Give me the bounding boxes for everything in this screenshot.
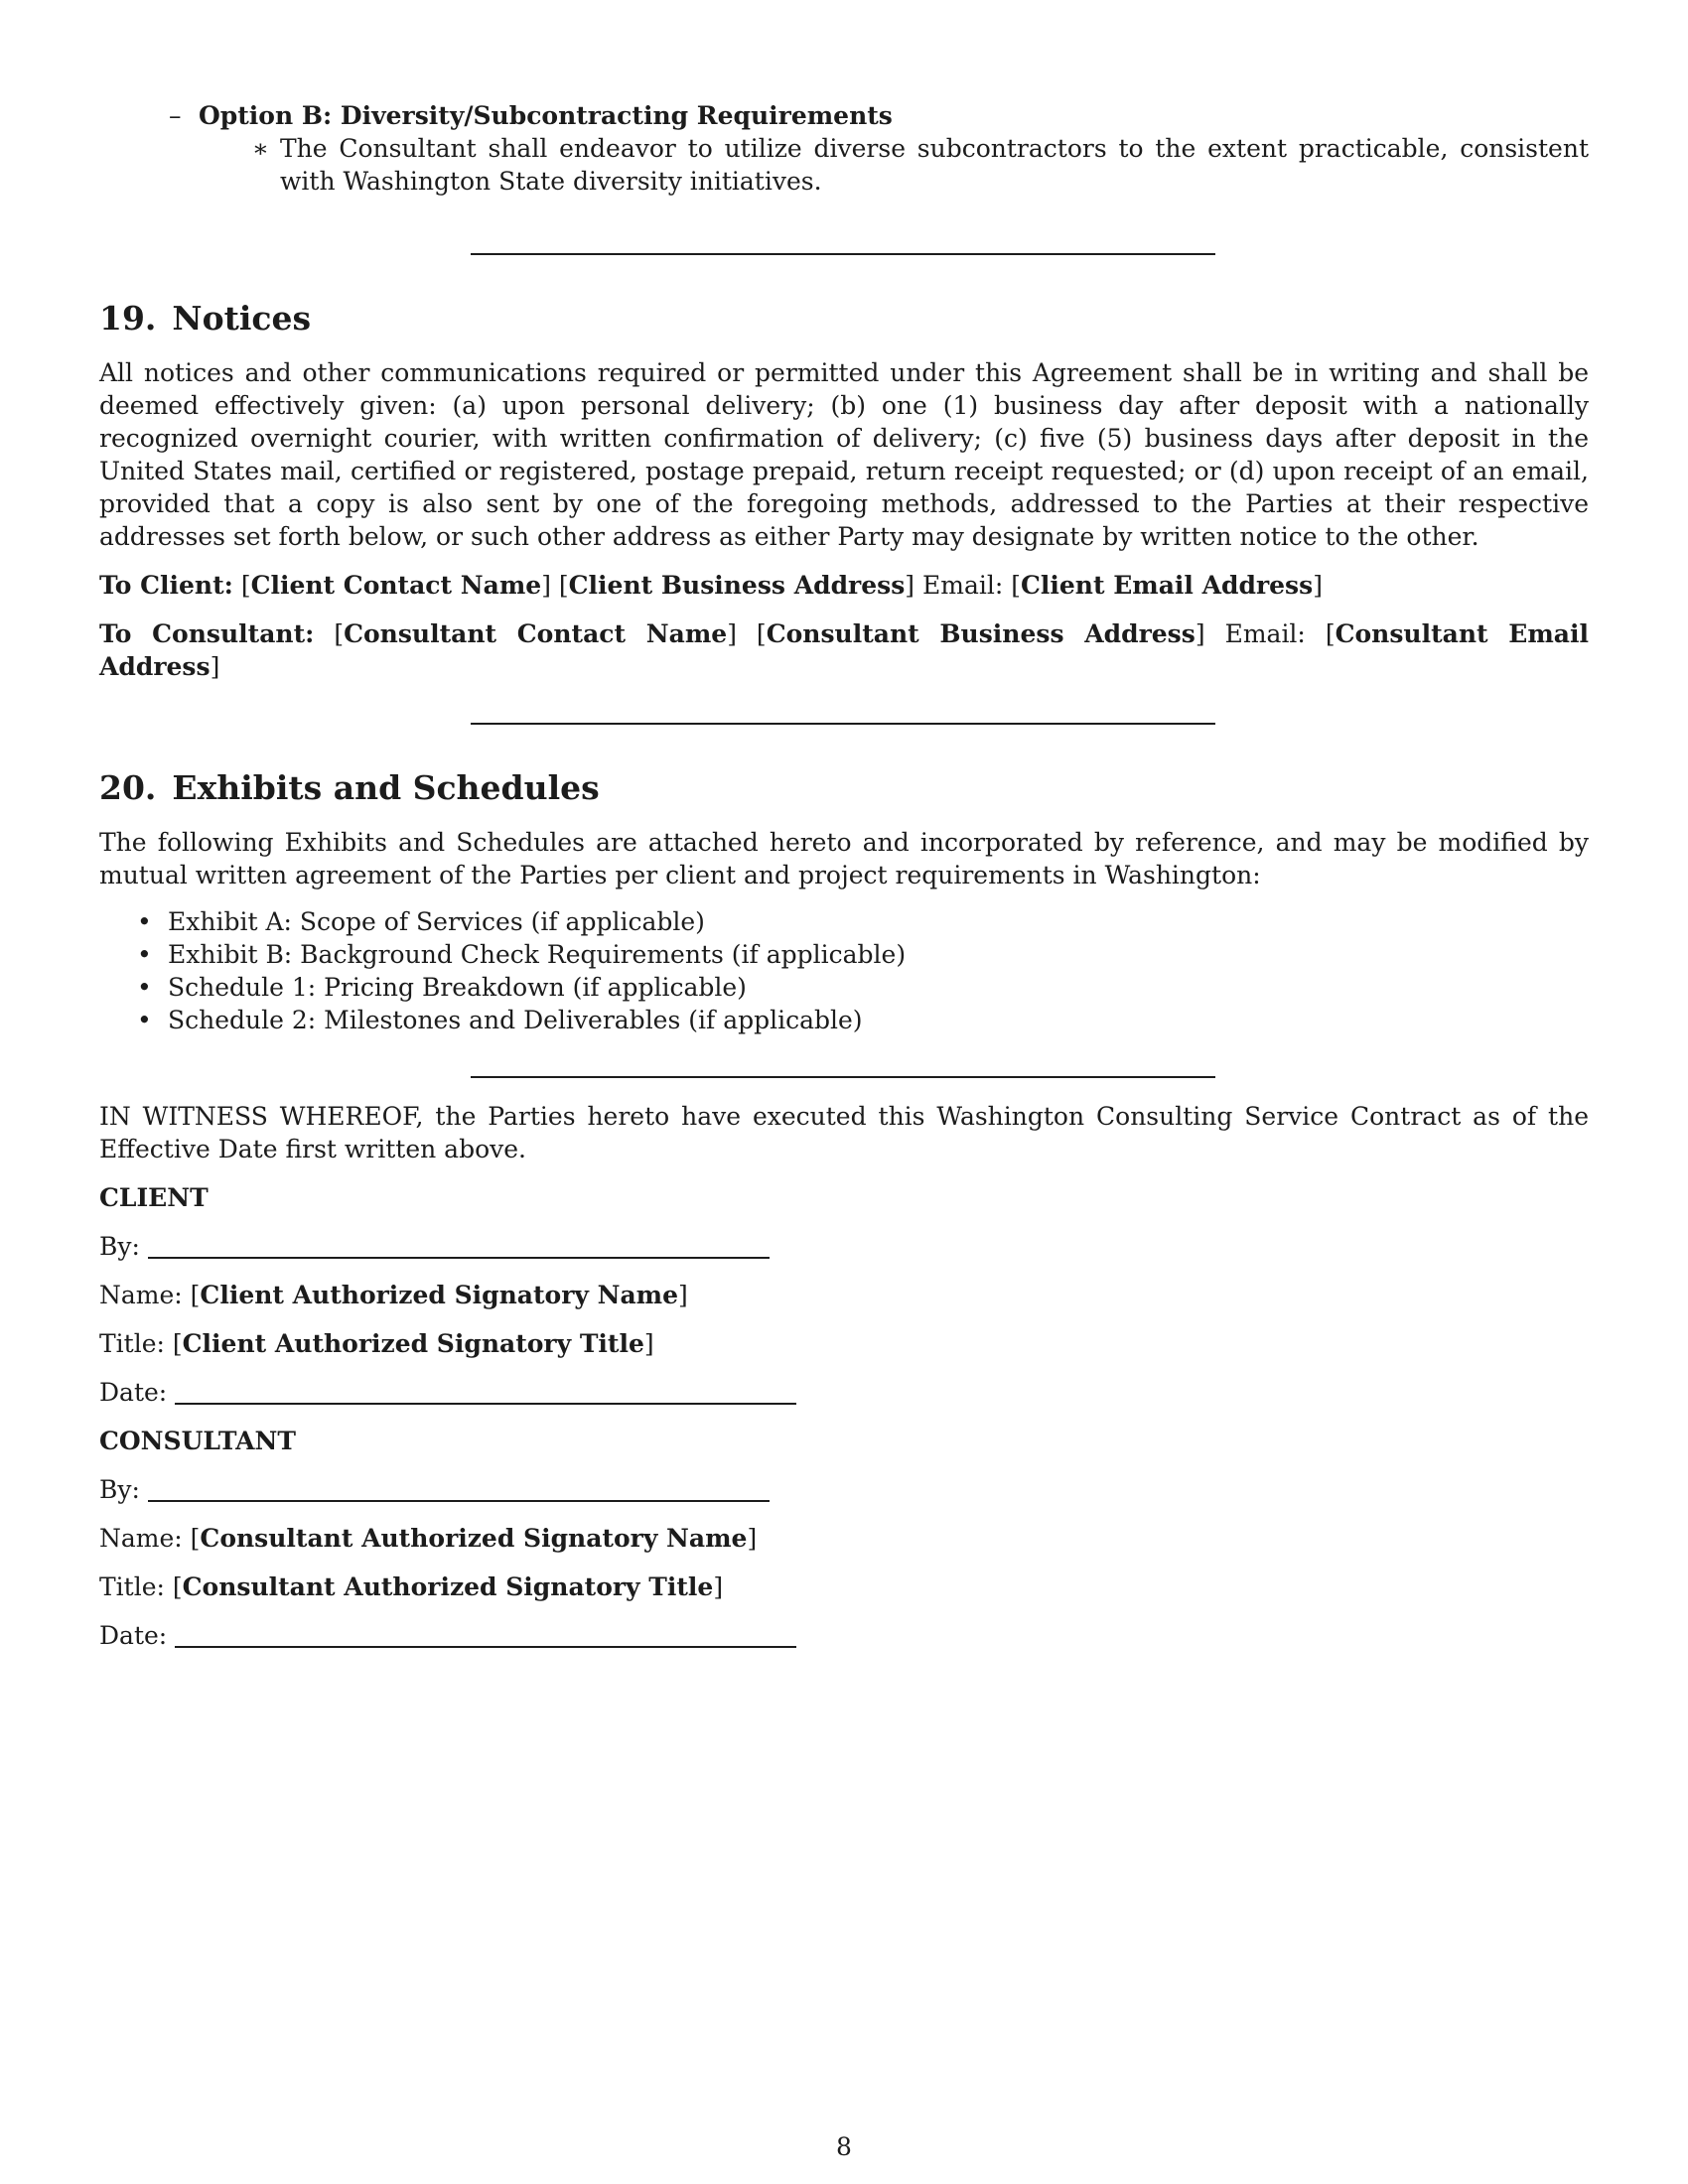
section-19-heading xyxy=(99,299,1589,339)
consultant-signatory-title: Title: [Consultant Authorized Signatory Title] xyxy=(99,1572,724,1601)
client-email-label: Email: xyxy=(921,571,1004,600)
consultant-authorized-name: Consultant Authorized Signatory Name xyxy=(200,1524,748,1553)
witness-paragraph: IN WITNESS WHEREOF, the Parties hereto have executed this Washington Consulting Service Contract as of the Effective Date first written above. xyxy=(99,1102,1589,1163)
consultant-business-address: Consultant Business Address xyxy=(766,619,1196,648)
section-divider xyxy=(471,253,1215,255)
name-label: Name: xyxy=(99,1524,183,1553)
by-label: By: xyxy=(99,1475,140,1504)
client-authorized-name: Client Authorized Signatory Name xyxy=(200,1281,679,1309)
client-signature-date xyxy=(99,1376,1589,1409)
consultant-signature-heading: CONSULTANT xyxy=(99,1427,297,1455)
option-b-heading xyxy=(169,99,1589,132)
consultant-authorized-title: Consultant Authorized Signatory Title xyxy=(182,1572,714,1601)
signature-line[interactable] xyxy=(148,1500,770,1502)
consultant-signatory-name: Name: [Consultant Authorized Signatory Name] xyxy=(99,1524,758,1553)
section-divider xyxy=(471,723,1215,725)
consultant-notice-address: To Consultant: [Consultant Contact Name] [Consultant Business Address] Email: [Consultant Email Address] xyxy=(99,619,1589,681)
client-signature-by xyxy=(99,1230,1589,1263)
section-title: Exhibits and Schedules xyxy=(172,768,600,807)
exhibits-list xyxy=(99,905,1589,1036)
client-notice-address: To Client: [Client Contact Name] [Client Business Address] Email: [Client Email Address] xyxy=(99,571,1323,600)
list-item: • Schedule 1: Pricing Breakdown (if applicable) xyxy=(99,971,1589,1004)
client-signatory-name: Name: [Client Authorized Signatory Name] xyxy=(99,1281,688,1309)
client-authorized-title: Client Authorized Signatory Title xyxy=(182,1329,644,1358)
consultant-signature-date xyxy=(99,1619,1589,1652)
consultant-email-address: Consultant Email Address xyxy=(99,619,1589,681)
notices-paragraph: All notices and other communications required or permitted under this Agreement shall be in writing and shall be deemed effectively given: (a) upon personal delivery; (b) one (1) business day after deposit with a nationally recognized overnight courier, with written confirmation of delivery; (c) five (5) business days after deposit in the United States mail, certified or registered, postage prepaid, return receipt requested; or (d) upon receipt of an email, provided that a copy is also sent by one of the foregoing methods, addressed to the Parties at their respective addresses set forth below, or such other address as either Party may designate by written notice to the other. xyxy=(99,358,1589,551)
option-b-text: The Consultant shall endeavor to utilize diverse subcontractors to the extent practicable, consistent with Washington State diversity initiatives. xyxy=(280,134,1589,196)
signature-line[interactable] xyxy=(148,1257,770,1259)
client-contact-name: Client Contact Name xyxy=(250,571,542,600)
exhibits-paragraph: The following Exhibits and Schedules are attached hereto and incorporated by reference, and may be modified by mutual written agreement of the Parties per client and project requirements in Washington: xyxy=(99,828,1589,889)
date-label: Date: xyxy=(99,1621,168,1650)
option-b-item xyxy=(252,132,1589,198)
date-line[interactable] xyxy=(175,1646,796,1648)
list-item: • Exhibit B: Background Check Requirements (if applicable) xyxy=(99,938,1589,971)
dash-marker: – xyxy=(169,101,182,130)
consultant-contact-name: Consultant Contact Name xyxy=(344,619,728,648)
section-20-heading xyxy=(99,768,1589,808)
client-signatory-title: Title: [Client Authorized Signatory Title] xyxy=(99,1329,654,1358)
section-title: Notices xyxy=(172,299,312,338)
consultant-label: To Consultant: xyxy=(99,619,315,648)
consultant-email-label: Email: xyxy=(1224,619,1306,648)
list-item: • Exhibit A: Scope of Services (if applicable) xyxy=(99,905,1589,938)
date-line[interactable] xyxy=(175,1403,796,1405)
by-label: By: xyxy=(99,1232,140,1261)
client-business-address: Client Business Address xyxy=(568,571,906,600)
date-label: Date: xyxy=(99,1378,168,1407)
page-content xyxy=(99,99,1589,1652)
section-divider xyxy=(471,1076,1215,1078)
name-label: Name: xyxy=(99,1281,183,1309)
section-number: 19. xyxy=(99,299,157,338)
asterisk-marker: ∗ xyxy=(252,134,269,163)
client-email-address: Client Email Address xyxy=(1020,571,1314,600)
page-number: 8 xyxy=(836,2132,852,2161)
title-label: Title: xyxy=(99,1572,165,1601)
client-signature-heading: CLIENT xyxy=(99,1183,209,1212)
section-number: 20. xyxy=(99,768,157,807)
list-item: • Schedule 2: Milestones and Deliverables (if applicable) xyxy=(99,1004,1589,1036)
title-label: Title: xyxy=(99,1329,165,1358)
consultant-signature-by xyxy=(99,1473,1589,1506)
client-label: To Client: xyxy=(99,571,233,600)
option-b-title: Option B: Diversity/Subcontracting Requirements xyxy=(199,101,893,130)
